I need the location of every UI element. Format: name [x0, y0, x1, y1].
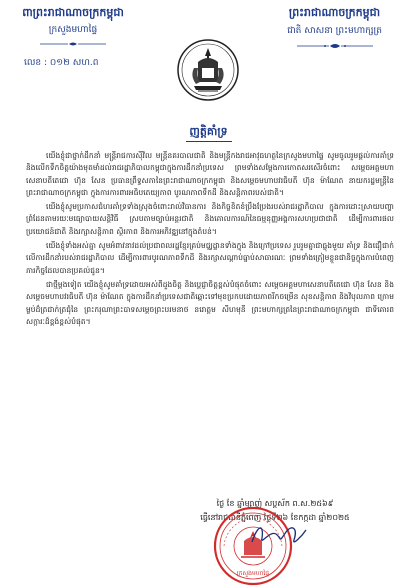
body-paragraph-4: ជាថ្មីម្តងទៀត យើងខ្ញុំសូមគាំទ្រដោយអស់ពីដួងចិត្ត និងប្តេជ្ញាចិត្តខ្ពស់បំផុតចំពោះ សម្តេចអគ្គមហាសេនាបតីតេជោ ហ៊ុន សែន និងសម្តេចមហាបវរធិបតី ហ៊ុន ម៉ាណែត ក្នុងការដឹកនាំប្រទេសជាតិឆ្ពោះទៅមុខប្រកបដោយភាពរីកចម្រើន សុខសន្តិភាព និងវិបុលភាព ក្រោមម្លប់ដ៏ត្រជាក់ត្រជុំនៃ ព្រះករុណាព្រះបាទសម្តេចព្រះបរមនាថ នរោត្តម សីហមុនី ព្រះមហាក្សត្រនៃព្រះរាជាណាចក្រកម្ពុជា ជាទីគោរពសក្ការៈដ៏ខ្ពង់ខ្ពស់បំផុត។ [26, 279, 394, 326]
kingdom-title: ព្រះរាជាណាចក្រកម្ពុជា [288, 6, 381, 19]
handwritten-signature [248, 520, 308, 550]
body-paragraph-2: យើងខ្ញុំសូមប្រកាសជំហរគាំទ្រទាំងស្រុងចំពោះរាល់វិធានការ និងកិច្ចខិតខំប្រឹងប្រែងរបស់រាជរដ្ឋាភិបាល ក្នុងការដោះស្រាយបញ្ហាព្រំដែនតាមរយៈមធ្យោបាយសន្តិវិធី ស្របតាមច្បាប់អន្តរជាតិ និងគោលការណ៍នៃធម្មនុញ្ញអង្គការសហប្រជាជាតិ ដើម្បីការពារផលប្រយោជន៍ជាតិ និងរក្សាសន្តិភាព ស្ថិរភាព និងការអភិវឌ្ឍនៅក្នុងតំបន់។ [26, 202, 394, 236]
issuer-header [14, 6, 132, 70]
solar-date: ធ្វើនៅរាជធានីភ្នំពេញ ថ្ងៃទី២៦ ខែកក្កដា ឆ្នាំ២០២៥ [200, 513, 350, 522]
reference-number: លេខ : ០១២ សហ.ព [24, 58, 99, 68]
kingdom-header [262, 6, 407, 50]
right-ornament-divider [295, 42, 375, 50]
title-underline [186, 141, 232, 142]
issuer-ministry: ក្រសួងមហាផ្ទៃ [48, 25, 98, 35]
document-title: ញត្តិគាំទ្រ [189, 125, 228, 138]
lunar-date: ថ្ងៃ ខែ ឆ្នាំម្សាញ់ សប្តស័ក ព.ស.២៥៦៩ [216, 499, 334, 508]
seal-label: ក្រសួងមហាផ្ទៃ [236, 570, 270, 577]
body-paragraph-3: យើងខ្ញុំទាំងអស់គ្នា សូមអំពាវនាវដល់ប្រជាពលរដ្ឋខ្មែរគ្រប់មជ្ឈដ្ឋានទាំងក្នុង និងក្រៅប្រទេស រួបរួមគ្នាជាធ្លុងមួយ គាំទ្រ និងជឿជាក់លើការដឹកនាំរបស់រាជរដ្ឋាភិបាល ដើម្បីការពារបូរណភាពទឹកដី និងរក្សាសណ្តាប់ធ្នាប់សាធារណៈ ព្រមទាំងត្រៀមខ្លួនជានិច្ចក្នុងការបំពេញភារកិច្ចដែលបានប្រគល់ជូន។ [26, 241, 394, 275]
left-ornament-divider [38, 41, 108, 47]
ministry-emblem-icon [176, 38, 240, 102]
national-motto: ជាតិ សាសនា ព្រះមហាក្សត្រ [287, 26, 382, 36]
document-body [26, 150, 394, 330]
issuer-org: ពាព្រះរាជាណាចក្រកម្ពុជា [22, 6, 124, 19]
ref-number-value: ០១២ [49, 58, 70, 68]
body-paragraph-1: យើងខ្ញុំជាថ្នាក់ដឹកនាំ មន្ត្រីរាជការស៊ីវិល មន្ត្រីនគរបាលជាតិ និងមន្ត្រីកងរាជអាវុធហត្ថនៃក្រសួងមហាផ្ទៃ សូមចូលរួមផ្តល់ការគាំទ្រ និងលើកទឹកចិត្តយ៉ាងមុតមាំដល់រាជរដ្ឋាភិបាលកម្ពុជាក្នុងការដឹកនាំប្រទេស ព្រមទាំងសម្តែងការកោតសរសើរចំពោះ សម្តេចអគ្គមហាសេនាបតីតេជោ ហ៊ុន សែន ប្រធានព្រឹទ្ធសភានៃព្រះរាជាណាចក្រកម្ពុជា និងសម្តេចមហាបវរធិបតី ហ៊ុន ម៉ាណែត នាយករដ្ឋមន្ត្រីនៃព្រះរាជាណាចក្រកម្ពុជា ក្នុងការការពារអធិបតេយ្យភាព បូរណភាពទឹកដី និងសន្តិភាពរបស់ជាតិ។ [26, 151, 394, 197]
